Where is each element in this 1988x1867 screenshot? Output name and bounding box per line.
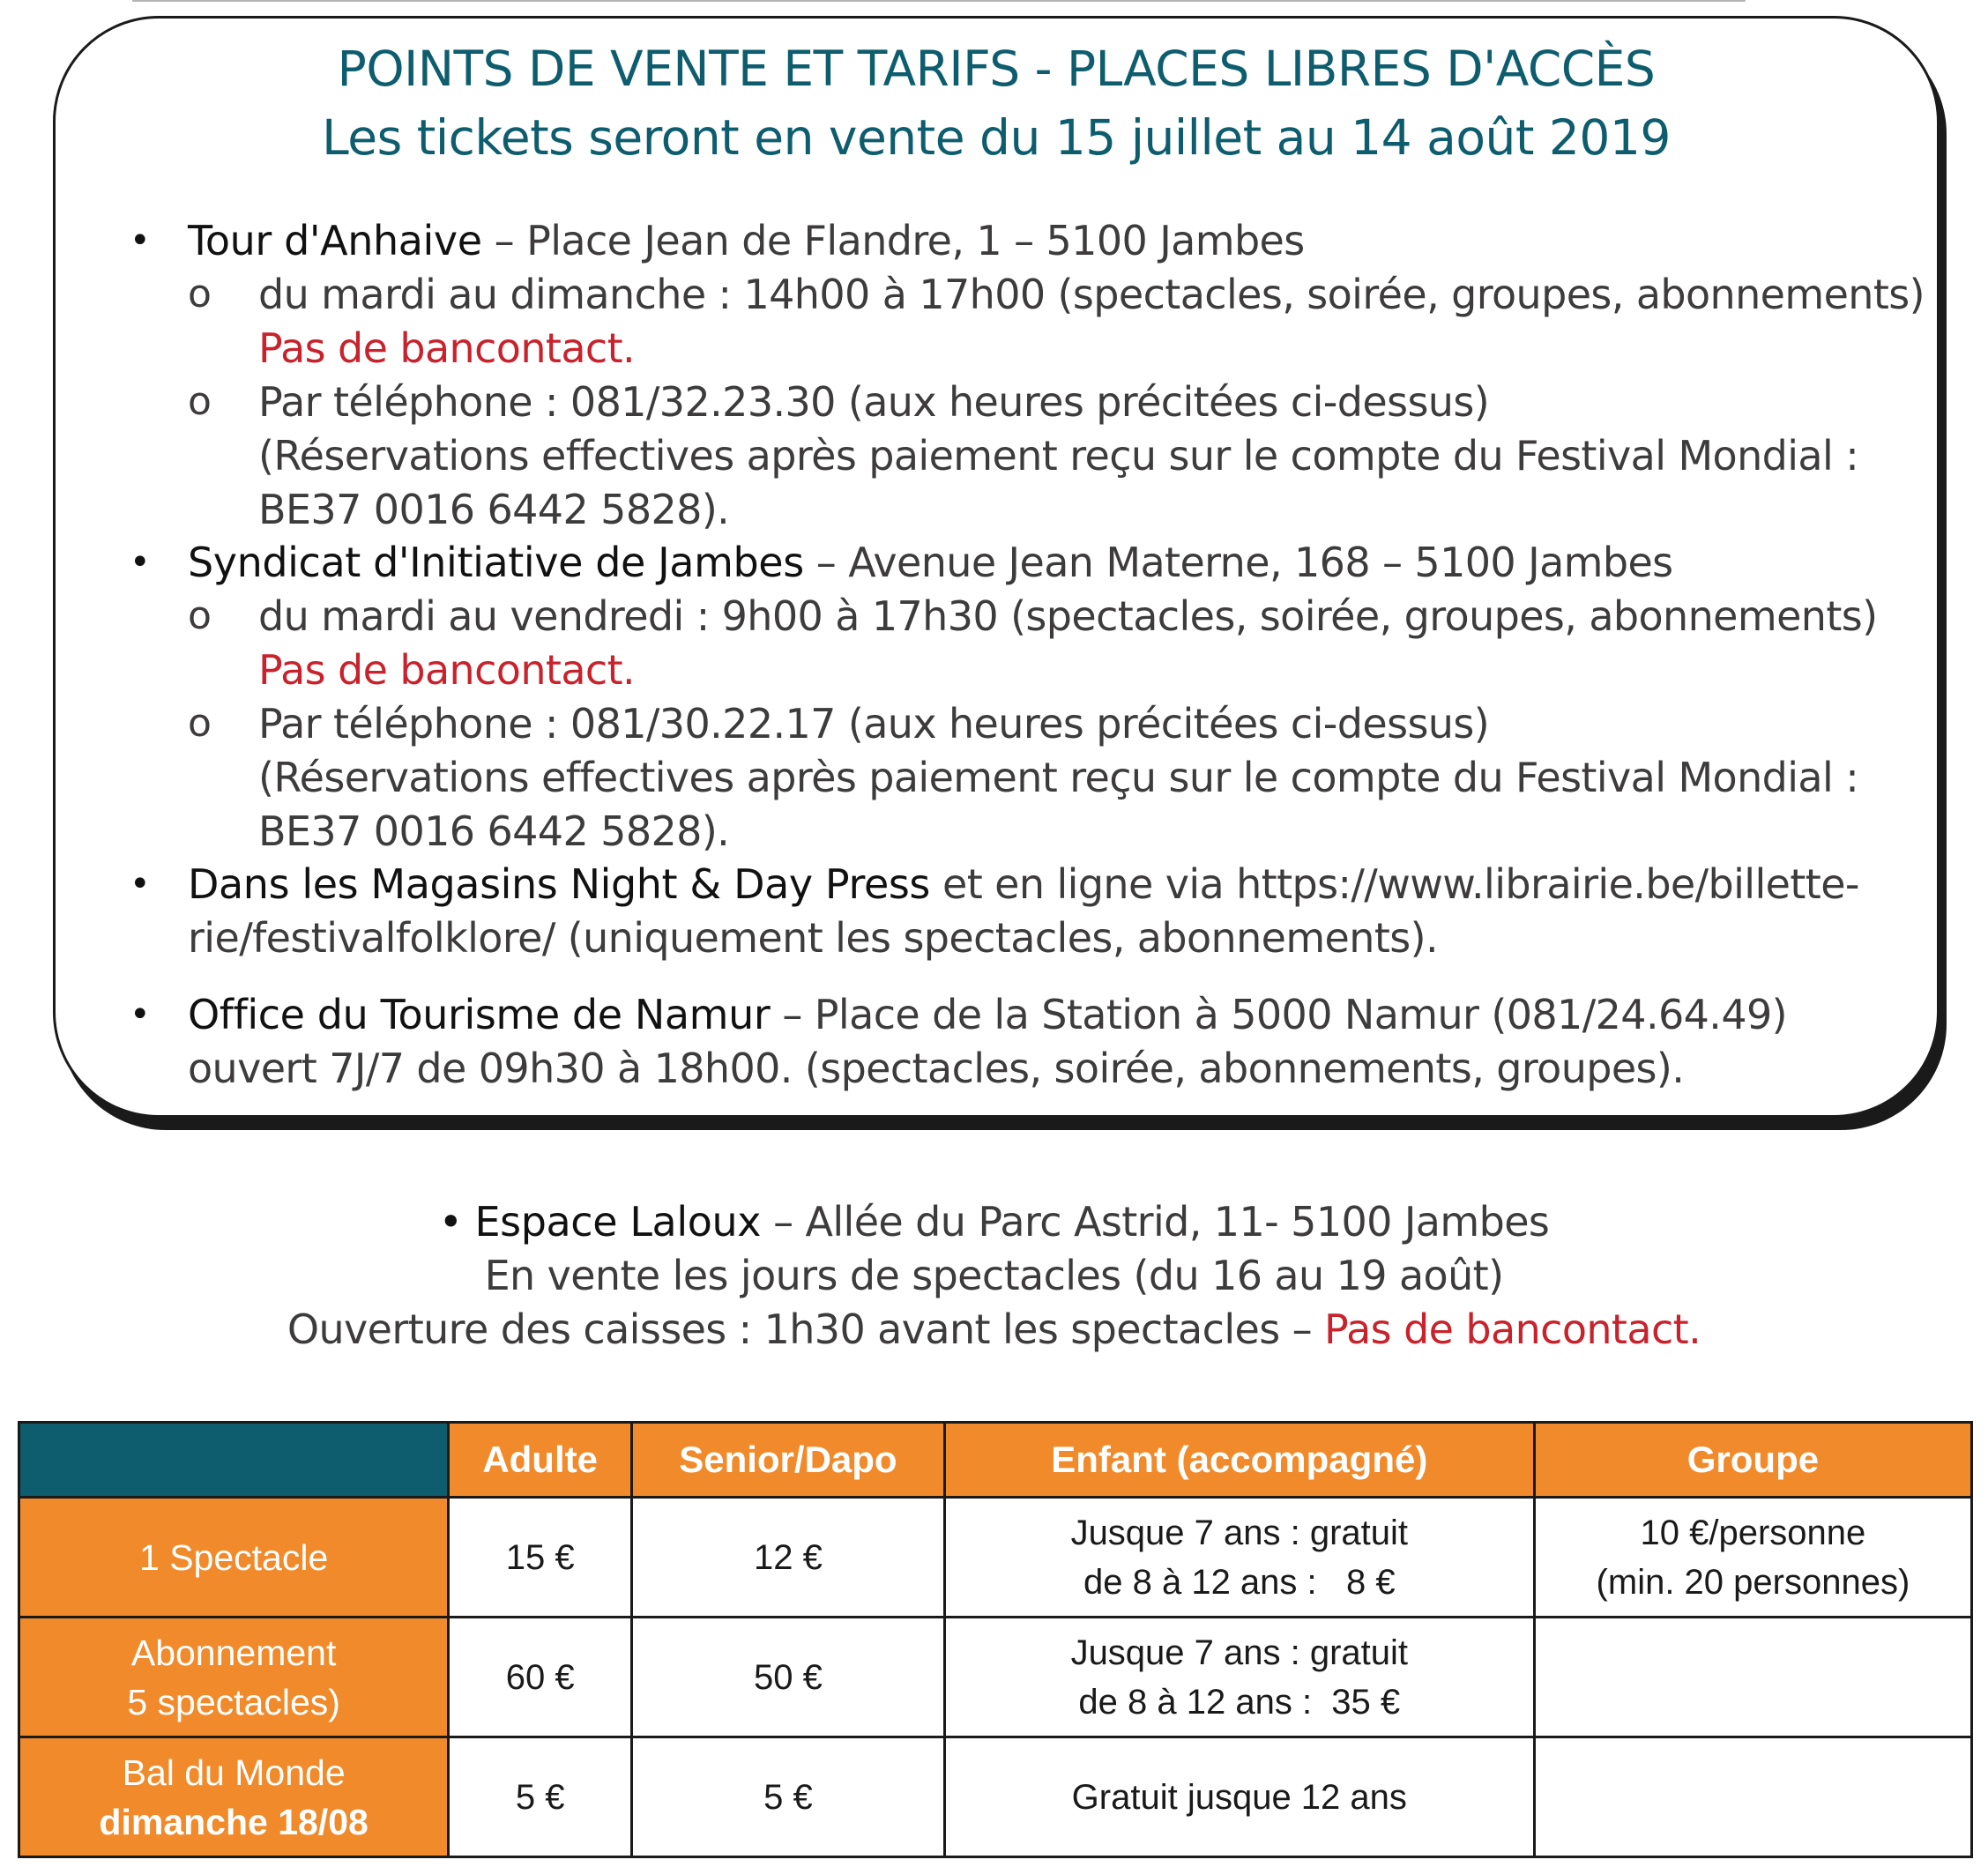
price-adulte: 5 € [449,1737,632,1857]
sub-bullet: o [188,271,212,316]
price-groupe [1534,1737,1971,1857]
price-groupe [1534,1498,1971,1618]
enfant-line1: Gratuit jusque 12 ans [1071,1777,1407,1817]
header-corner [19,1423,449,1498]
top-divider [132,0,1746,5]
sales-points-box [53,16,1940,1118]
price-adulte: 60 € [449,1618,632,1737]
location-name: Espace Laloux [474,1198,762,1246]
location-line [188,988,1787,1041]
row-label [19,1498,449,1618]
price-groupe [1534,1618,1971,1737]
bullet: • [130,994,151,1035]
price-enfant [944,1618,1534,1737]
row-label-line1: Abonnement [130,1632,337,1673]
table-header-row [19,1423,1972,1498]
header-groupe: Groupe [1534,1423,1971,1498]
cash-desk-opening: Ouverture des caisses : 1h30 avant les spectacles – [287,1305,1325,1353]
table-row [19,1618,1972,1737]
table-row [19,1498,1972,1618]
header-senior: Senior/Dapo [632,1423,945,1498]
reservation-note: (Réservations effectives après paiement reçu sur le compte du Festival Mondial : [258,754,1859,801]
bank-account: BE37 0016 6442 5828). [258,807,730,855]
payment-note: Pas de bancontact. [258,646,636,694]
groupe-line1: 10 €/personne [1640,1513,1866,1552]
bank-account: BE37 0016 6442 5828). [258,486,730,533]
price-enfant [944,1498,1534,1618]
phone-line: Par téléphone : 081/32.23.30 (aux heures précitées ci-dessus) [258,378,1490,426]
row-label [19,1618,449,1737]
online-url-continued: rie/festivalfolklore/ (uniquement les spectacles, abonnements). [188,914,1438,962]
enfant-line1: Jusque 7 ans : gratuit [1070,1513,1409,1552]
opening-hours: du mardi au vendredi : 9h00 à 17h30 (spectacles, soirée, groupes, abonnements) [258,592,1878,640]
location-line [188,536,1673,589]
sub-bullet: o [188,593,212,638]
row-label-line1: Bal du Monde [122,1752,346,1793]
row-label [19,1737,449,1857]
location-address: – Place de la Station à 5000 Namur (081/24.64.49) [770,991,1788,1038]
box-subtitle: Les tickets seront en vente du 15 juillet au 14 août 2019 [322,109,1671,166]
enfant-line2: de 8 à 12 ans : 8 € [1083,1562,1396,1602]
price-senior: 5 € [632,1737,945,1857]
opening-hours: ouvert 7J/7 de 09h30 à 18h00. (spectacles, soirée, abonnements, groupes). [188,1045,1685,1092]
bullet: • [130,864,151,904]
location-line [188,858,1859,911]
bullet: • [130,220,151,261]
location-address: – Allée du Parc Astrid, 11- 5100 Jambes [761,1198,1550,1246]
location-address: et en ligne via https://www.librairie.be/billette- [930,860,1859,908]
enfant-line1: Jusque 7 ans : gratuit [1070,1633,1409,1672]
location-name: Office du Tourisme de Namur [188,991,771,1038]
bullet: • [438,1198,463,1246]
bullet: • [130,542,151,583]
price-table [18,1421,1973,1858]
price-senior: 12 € [632,1498,945,1618]
price-enfant [944,1737,1534,1857]
location-name: Syndicat d'Initiative de Jambes [188,539,804,586]
groupe-line2: (min. 20 personnes) [1596,1562,1910,1602]
opening-hours: du mardi au dimanche : 14h00 à 17h00 (spectacles, soirée, groupes, abonnements) [258,271,1925,318]
box-title: POINTS DE VENTE ET TARIFS - PLACES LIBRES D'ACCÈS [337,41,1656,97]
sub-bullet: o [188,701,212,746]
sub-bullet: o [188,379,212,424]
enfant-line2: de 8 à 12 ans : 35 € [1078,1682,1401,1722]
location-line [0,1195,1988,1248]
reservation-note: (Réservations effectives après paiement reçu sur le compte du Festival Mondial : [258,432,1859,480]
row-label-line2: 5 spectacles) [127,1681,340,1722]
row-label-line2: dimanche 18/08 [99,1801,369,1842]
sale-days: En vente les jours de spectacles (du 16 au 19 août) [484,1252,1504,1299]
header-adulte: Adulte [449,1423,632,1498]
price-senior: 50 € [632,1618,945,1737]
location-line [188,214,1305,267]
price-adulte: 15 € [449,1498,632,1618]
payment-note: Pas de bancontact. [258,324,636,372]
location-name: Tour d'Anhaive [188,217,482,264]
phone-line: Par téléphone : 081/30.22.17 (aux heures précitées ci-dessus) [258,700,1490,748]
location-name: Dans les Magasins Night & Day Press [188,860,930,908]
table-row [19,1737,1972,1857]
location-address: – Place Jean de Flandre, 1 – 5100 Jambes [481,217,1305,264]
location-address: – Avenue Jean Materne, 168 – 5100 Jambes [803,539,1673,586]
header-enfant: Enfant (accompagné) [944,1423,1534,1498]
payment-note: Pas de bancontact. [1324,1305,1701,1353]
row-label-line1: 1 Spectacle [139,1536,329,1578]
cash-desk-line [0,1303,1988,1356]
